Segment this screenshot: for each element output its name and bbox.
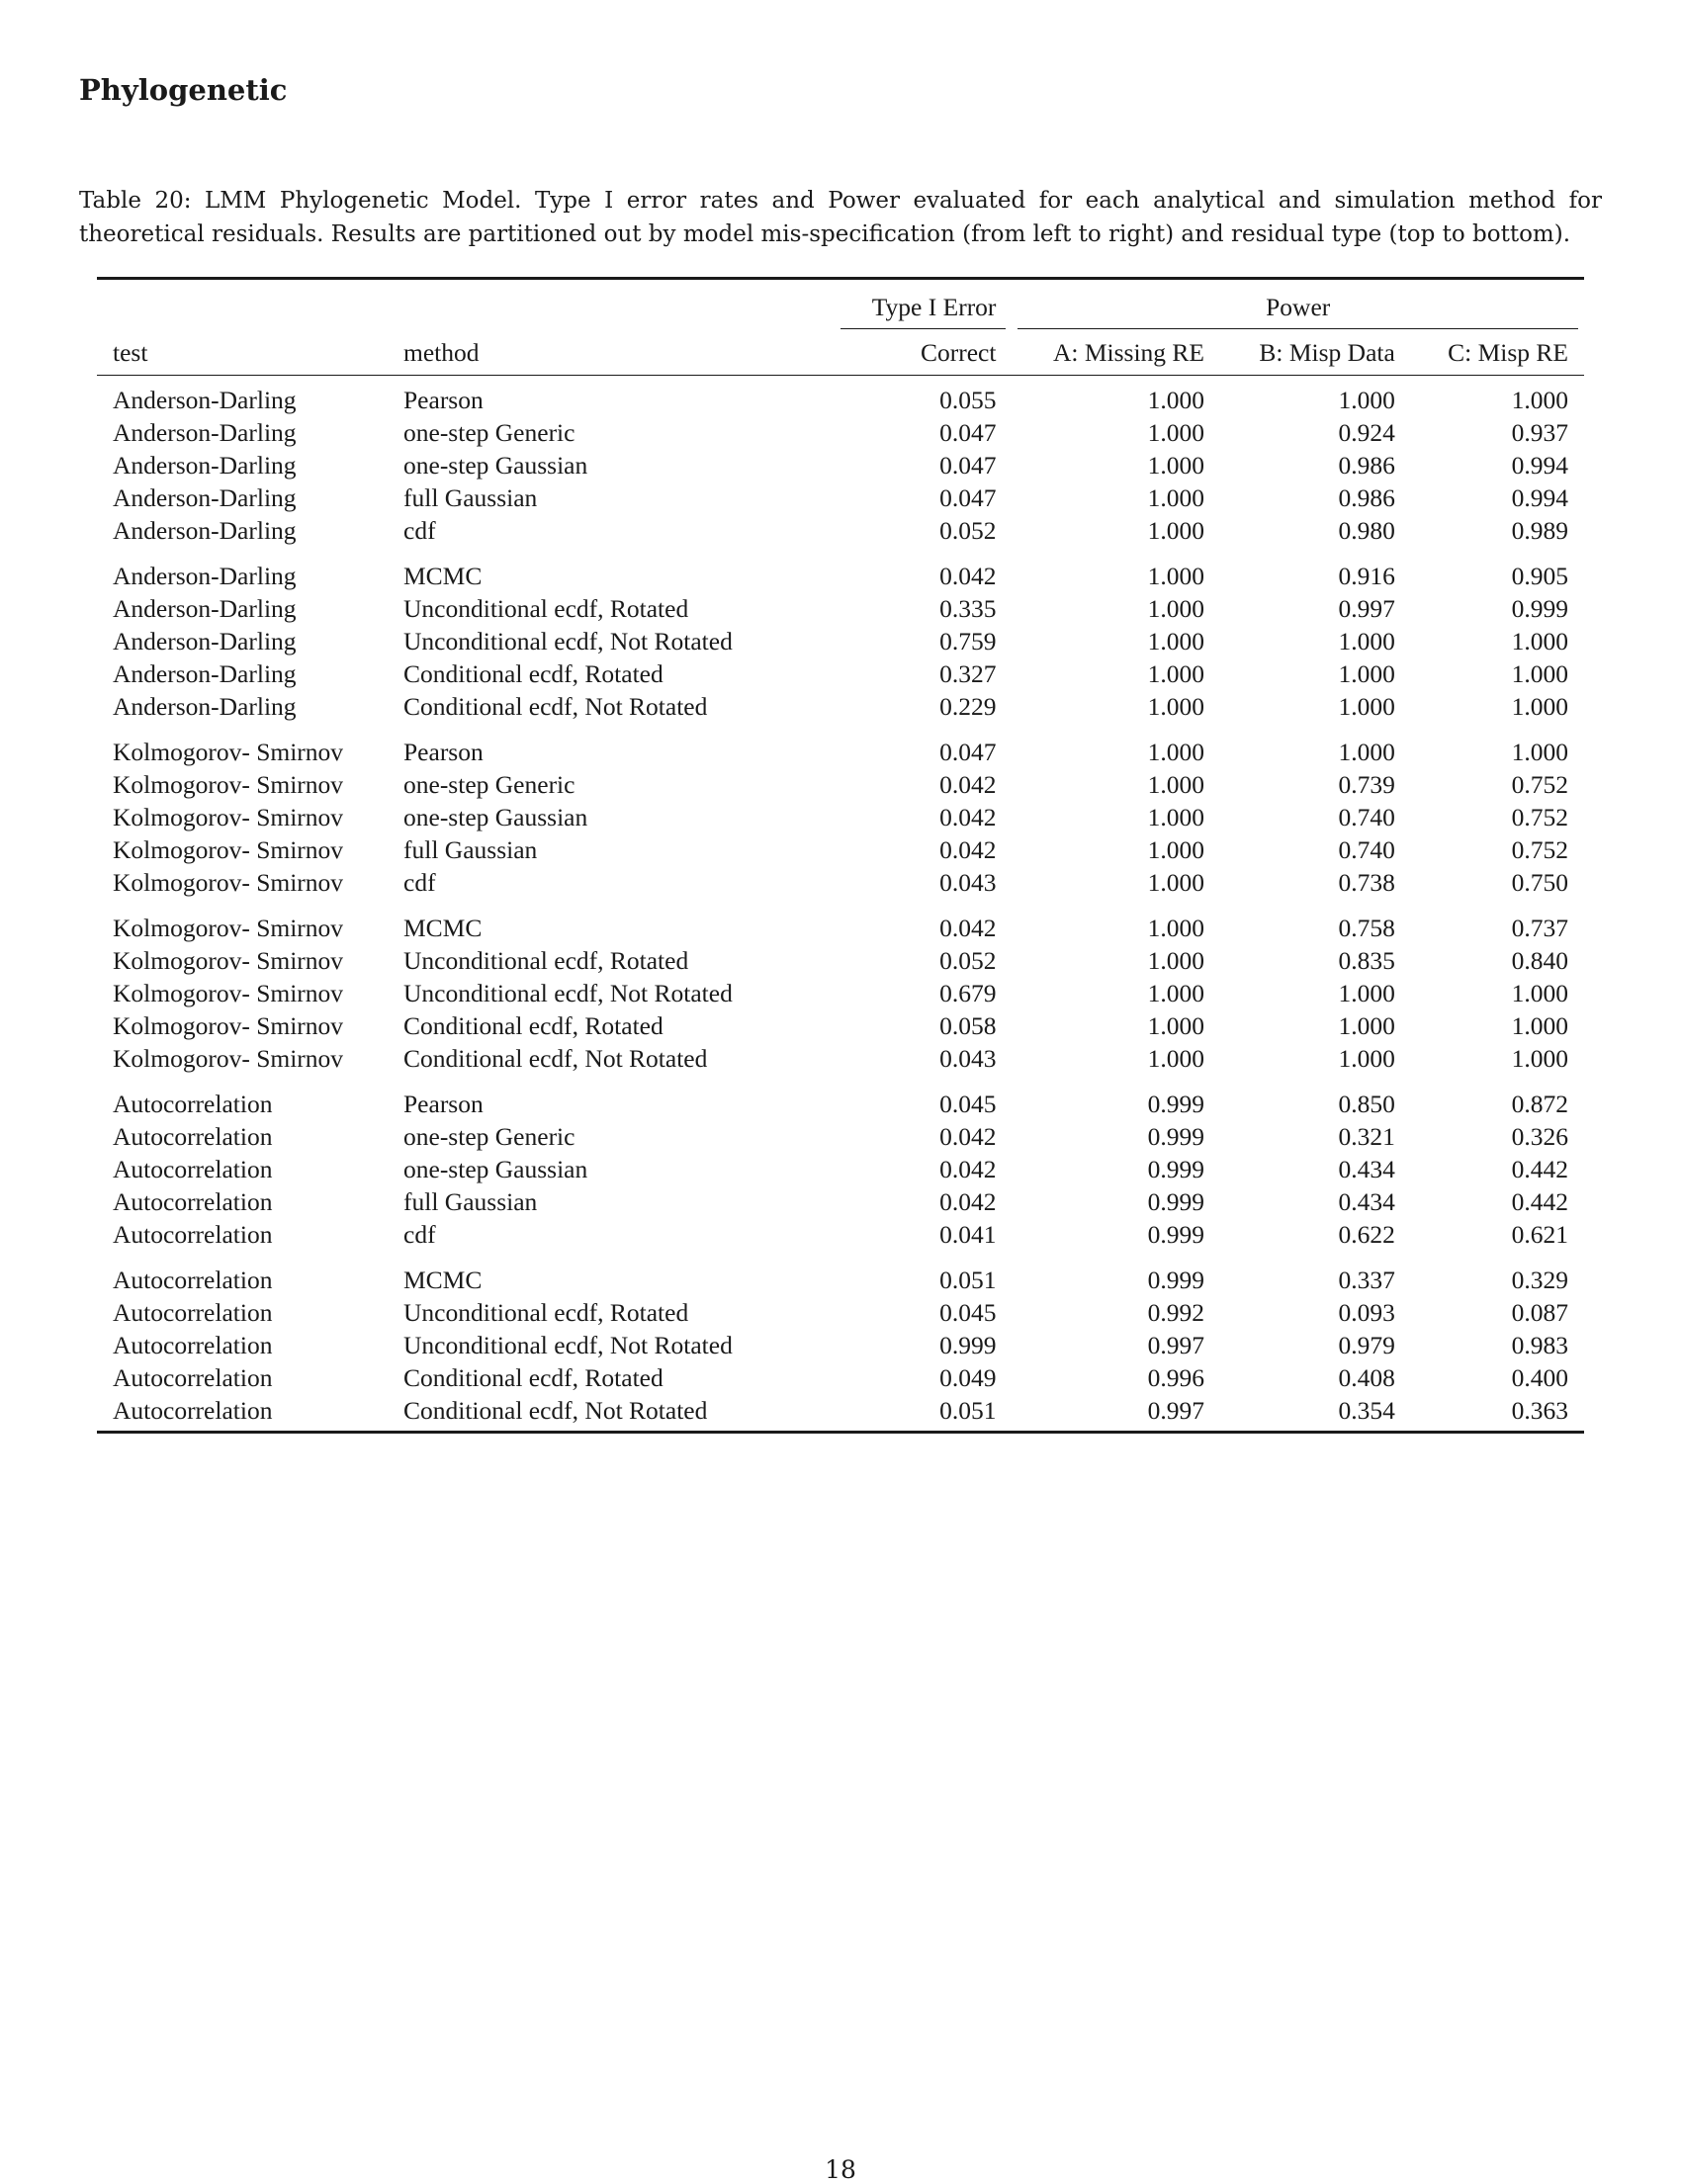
cell-test: Autocorrelation — [97, 1394, 388, 1433]
cell-misp-re: 0.752 — [1511, 803, 1568, 831]
cell-misp-data: 0.622 — [1338, 1220, 1395, 1249]
cell-method: full Gaussian — [403, 483, 538, 512]
table-row — [97, 944, 1584, 977]
cell-missing-re: 1.000 — [1147, 594, 1205, 623]
cell-method: Unconditional ecdf, Not Rotated — [403, 627, 733, 655]
table-row — [97, 1009, 1584, 1042]
table-row — [97, 801, 1584, 833]
cell-test: Autocorrelation — [113, 1266, 273, 1294]
cell-misp-data: 0.979 — [1338, 1331, 1395, 1359]
cell-correct: 0.999 — [939, 1331, 997, 1359]
cell-test: Autocorrelation — [113, 1155, 273, 1183]
col-header-missing-re: A: Missing RE — [1012, 329, 1220, 376]
table-row — [97, 1042, 1584, 1075]
cell-correct: 0.047 — [939, 738, 997, 766]
cell-missing-re: 1.000 — [1147, 692, 1205, 721]
cell-misp-data: 0.354 — [1220, 1394, 1411, 1433]
cell-test: Kolmogorov- Smirnov — [113, 1011, 344, 1040]
cell-correct: 0.042 — [939, 1155, 997, 1183]
cell-misp-data: 0.835 — [1338, 946, 1395, 975]
cell-correct: 0.047 — [939, 451, 997, 480]
cell-correct: 0.041 — [939, 1220, 997, 1249]
table-row — [97, 736, 1584, 768]
cell-method: full Gaussian — [403, 835, 538, 864]
cell-misp-re: 0.400 — [1511, 1363, 1568, 1392]
block-spacer — [97, 723, 1584, 736]
cell-method: Unconditional ecdf, Not Rotated — [403, 979, 733, 1007]
cell-method: MCMC — [403, 1266, 483, 1294]
table-row — [97, 1361, 1584, 1394]
cell-misp-re: 1.000 — [1511, 979, 1568, 1007]
cell-misp-re: 1.000 — [1511, 627, 1568, 655]
block-spacer — [97, 1251, 1584, 1264]
cell-misp-data: 0.434 — [1338, 1187, 1395, 1216]
cell-missing-re: 0.999 — [1147, 1187, 1205, 1216]
cell-misp-data: 1.000 — [1338, 1011, 1395, 1040]
cell-misp-re: 1.000 — [1511, 659, 1568, 688]
cell-method: Pearson — [403, 386, 484, 414]
cell-method: one-step Generic — [403, 418, 575, 447]
cell-correct: 0.049 — [939, 1363, 997, 1392]
cell-misp-re: 0.363 — [1411, 1394, 1584, 1433]
cell-test: Autocorrelation — [113, 1122, 273, 1151]
cell-test: Anderson-Darling — [113, 659, 297, 688]
cell-test: Anderson-Darling — [113, 451, 297, 480]
cell-method: cdf — [403, 1220, 436, 1249]
cell-method: one-step Gaussian — [403, 451, 588, 480]
cell-method: Conditional ecdf, Rotated — [403, 659, 664, 688]
cell-method: Conditional ecdf, Rotated — [403, 1363, 664, 1392]
cell-misp-re: 0.994 — [1511, 451, 1568, 480]
cell-correct: 0.042 — [939, 835, 997, 864]
cell-missing-re: 0.999 — [1147, 1090, 1205, 1118]
cell-test: Anderson-Darling — [113, 386, 297, 414]
cell-test: Autocorrelation — [113, 1090, 273, 1118]
cell-method: MCMC — [403, 914, 483, 942]
cell-missing-re: 1.000 — [1147, 659, 1205, 688]
cell-correct: 0.042 — [939, 803, 997, 831]
table-body — [97, 376, 1584, 1433]
cell-correct: 0.055 — [939, 386, 997, 414]
cell-misp-re: 0.905 — [1511, 562, 1568, 590]
table-row — [97, 416, 1584, 449]
cell-method: Conditional ecdf, Rotated — [403, 1011, 664, 1040]
table-row — [97, 592, 1584, 625]
cell-test: Kolmogorov- Smirnov — [113, 946, 344, 975]
cell-test: Kolmogorov- Smirnov — [113, 868, 344, 897]
cell-misp-re: 0.937 — [1511, 418, 1568, 447]
cell-misp-data: 0.980 — [1338, 516, 1395, 545]
table-caption: Table 20: LMM Phylogenetic Model. Type I error rates and Power evaluated for each analytical and simulation method for theoretical residuals. Results are partitioned out by model mis-specification (from left to right) and residual type (top to bottom). — [79, 188, 1602, 247]
col-header-misp-re: C: Misp RE — [1411, 329, 1584, 376]
cell-missing-re: 1.000 — [1147, 1011, 1205, 1040]
cell-test: Kolmogorov- Smirnov — [113, 979, 344, 1007]
cell-misp-re: 0.752 — [1511, 835, 1568, 864]
cell-misp-re: 0.329 — [1511, 1266, 1568, 1294]
col-header-correct: Correct — [835, 329, 1012, 376]
cell-method: cdf — [403, 868, 436, 897]
table-row — [97, 625, 1584, 657]
table-column-header-row — [97, 329, 1584, 376]
cell-misp-re: 1.000 — [1511, 692, 1568, 721]
table-row — [97, 866, 1584, 899]
table-row — [97, 1153, 1584, 1185]
cell-test: Anderson-Darling — [113, 692, 297, 721]
cell-method: full Gaussian — [403, 1187, 538, 1216]
table-row — [97, 1120, 1584, 1153]
cell-misp-data: 0.738 — [1338, 868, 1395, 897]
cell-test: Anderson-Darling — [113, 594, 297, 623]
cell-misp-re: 1.000 — [1511, 738, 1568, 766]
col-header-method: method — [388, 329, 835, 376]
cell-misp-re: 0.999 — [1511, 594, 1568, 623]
table-row — [97, 1218, 1584, 1251]
table-row — [97, 1296, 1584, 1329]
cell-misp-data: 0.740 — [1338, 835, 1395, 864]
cell-misp-data: 0.986 — [1338, 451, 1395, 480]
page-number: 18 — [825, 2155, 856, 2184]
cell-misp-data: 0.408 — [1338, 1363, 1395, 1392]
cell-misp-data: 1.000 — [1338, 659, 1395, 688]
cell-misp-re: 0.840 — [1511, 946, 1568, 975]
cell-missing-re: 1.000 — [1147, 418, 1205, 447]
cell-misp-re: 0.750 — [1511, 868, 1568, 897]
cell-correct: 0.042 — [939, 770, 997, 799]
cell-correct: 0.042 — [939, 1122, 997, 1151]
cell-correct: 0.045 — [939, 1090, 997, 1118]
cell-misp-data: 0.997 — [1338, 594, 1395, 623]
cell-test: Autocorrelation — [113, 1220, 273, 1249]
cell-missing-re: 1.000 — [1147, 1044, 1205, 1073]
cell-correct: 0.759 — [939, 627, 997, 655]
table-row — [97, 449, 1584, 481]
cell-correct: 0.043 — [939, 1044, 997, 1073]
cell-method: one-step Generic — [403, 1122, 575, 1151]
cell-missing-re: 0.999 — [1147, 1220, 1205, 1249]
cell-method: Conditional ecdf, Not Rotated — [403, 692, 708, 721]
cell-correct: 0.327 — [939, 659, 997, 688]
cell-method: Unconditional ecdf, Rotated — [403, 594, 689, 623]
cell-method: Unconditional ecdf, Rotated — [403, 946, 689, 975]
cell-missing-re: 1.000 — [1147, 868, 1205, 897]
cell-misp-re: 1.000 — [1511, 1044, 1568, 1073]
cell-misp-data: 1.000 — [1338, 627, 1395, 655]
cell-misp-re: 0.087 — [1511, 1298, 1568, 1327]
cell-misp-data: 1.000 — [1338, 738, 1395, 766]
table-row — [97, 376, 1584, 417]
cell-misp-data: 0.434 — [1338, 1155, 1395, 1183]
cell-test: Autocorrelation — [113, 1298, 273, 1327]
cell-correct: 0.045 — [939, 1298, 997, 1327]
cell-missing-re: 1.000 — [1147, 979, 1205, 1007]
cell-correct: 0.043 — [939, 868, 997, 897]
block-spacer-cell — [97, 1251, 1584, 1264]
cell-correct: 0.047 — [939, 483, 997, 512]
cell-test: Anderson-Darling — [113, 627, 297, 655]
col-header-test: test — [97, 329, 388, 376]
cell-misp-re: 0.326 — [1511, 1122, 1568, 1151]
cell-correct: 0.051 — [835, 1394, 1012, 1433]
cell-misp-data: 0.758 — [1338, 914, 1395, 942]
cell-method: MCMC — [403, 562, 483, 590]
block-spacer-cell — [97, 1075, 1584, 1088]
block-spacer — [97, 899, 1584, 912]
cell-test: Kolmogorov- Smirnov — [113, 738, 344, 766]
cell-test: Kolmogorov- Smirnov — [113, 914, 344, 942]
cell-correct: 0.058 — [939, 1011, 997, 1040]
cell-missing-re: 1.000 — [1147, 946, 1205, 975]
table-row — [97, 690, 1584, 723]
block-spacer-cell — [97, 547, 1584, 560]
block-spacer-cell — [97, 723, 1584, 736]
cell-misp-re: 1.000 — [1511, 1011, 1568, 1040]
cell-missing-re: 0.999 — [1147, 1266, 1205, 1294]
cell-method: cdf — [403, 516, 436, 545]
cell-missing-re: 1.000 — [1147, 770, 1205, 799]
cell-method: one-step Generic — [403, 770, 575, 799]
table-row — [97, 1394, 1584, 1433]
cell-missing-re: 1.000 — [1147, 803, 1205, 831]
cell-test: Anderson-Darling — [113, 483, 297, 512]
cell-method: Unconditional ecdf, Rotated — [403, 1298, 689, 1327]
cell-missing-re: 0.996 — [1147, 1363, 1205, 1392]
cell-missing-re: 0.999 — [1147, 1122, 1205, 1151]
cell-test: Anderson-Darling — [113, 418, 297, 447]
cell-test: Autocorrelation — [113, 1363, 273, 1392]
cell-misp-re: 0.989 — [1511, 516, 1568, 545]
block-spacer-cell — [97, 899, 1584, 912]
cell-misp-data: 0.986 — [1338, 483, 1395, 512]
cell-correct: 0.051 — [939, 1266, 997, 1294]
cell-method: one-step Gaussian — [403, 803, 588, 831]
cell-missing-re: 1.000 — [1147, 914, 1205, 942]
cell-missing-re: 1.000 — [1147, 627, 1205, 655]
section-title: Phylogenetic — [79, 73, 288, 107]
cell-misp-data: 0.924 — [1338, 418, 1395, 447]
cell-misp-data: 0.740 — [1338, 803, 1395, 831]
cell-misp-data: 0.093 — [1338, 1298, 1395, 1327]
cell-test: Kolmogorov- Smirnov — [113, 1044, 344, 1073]
cell-missing-re: 1.000 — [1147, 483, 1205, 512]
cell-method: Conditional ecdf, Not Rotated — [388, 1394, 835, 1433]
results-table — [97, 277, 1584, 1434]
cell-misp-re: 0.737 — [1511, 914, 1568, 942]
cell-test: Kolmogorov- Smirnov — [113, 835, 344, 864]
cell-misp-data: 1.000 — [1338, 386, 1395, 414]
cell-misp-re: 0.983 — [1511, 1331, 1568, 1359]
cell-missing-re: 0.997 — [1147, 1331, 1205, 1359]
table-row — [97, 833, 1584, 866]
cell-method: Conditional ecdf, Not Rotated — [403, 1044, 708, 1073]
cell-missing-re: 1.000 — [1147, 516, 1205, 545]
cell-correct: 0.047 — [939, 418, 997, 447]
cell-correct: 0.042 — [939, 1187, 997, 1216]
cell-test: Autocorrelation — [113, 1331, 273, 1359]
cell-test: Autocorrelation — [113, 1187, 273, 1216]
cell-misp-re: 0.442 — [1511, 1187, 1568, 1216]
table-row — [97, 1264, 1584, 1296]
cell-misp-data: 1.000 — [1338, 692, 1395, 721]
table-group-header-row — [97, 279, 1584, 330]
cell-method: Pearson — [403, 1090, 484, 1118]
cell-correct: 0.052 — [939, 516, 997, 545]
cell-misp-re: 0.872 — [1511, 1090, 1568, 1118]
group-header-type1: Type I Error — [835, 279, 1012, 330]
table-row — [97, 1185, 1584, 1218]
cell-missing-re: 1.000 — [1147, 835, 1205, 864]
table-row — [97, 514, 1584, 547]
block-spacer — [97, 1075, 1584, 1088]
table-row — [97, 768, 1584, 801]
cell-correct: 0.679 — [939, 979, 997, 1007]
table-row — [97, 977, 1584, 1009]
cell-missing-re: 1.000 — [1147, 386, 1205, 414]
cell-misp-re: 0.442 — [1511, 1155, 1568, 1183]
cell-missing-re: 0.997 — [1012, 1394, 1220, 1433]
table-row — [97, 657, 1584, 690]
table-row — [97, 481, 1584, 514]
block-spacer — [97, 547, 1584, 560]
cell-misp-data: 0.321 — [1338, 1122, 1395, 1151]
group-header-empty — [388, 279, 835, 330]
cell-method: Unconditional ecdf, Not Rotated — [403, 1331, 733, 1359]
cell-missing-re: 1.000 — [1147, 562, 1205, 590]
group-header-power: Power — [1012, 279, 1584, 330]
cell-test: Kolmogorov- Smirnov — [113, 770, 344, 799]
cell-misp-re: 0.752 — [1511, 770, 1568, 799]
cell-misp-re: 1.000 — [1511, 386, 1568, 414]
table-row — [97, 1088, 1584, 1120]
cell-misp-data: 1.000 — [1338, 979, 1395, 1007]
table-row — [97, 560, 1584, 592]
table-row — [97, 1329, 1584, 1361]
cell-correct: 0.042 — [939, 914, 997, 942]
cell-correct: 0.042 — [939, 562, 997, 590]
cell-test: Anderson-Darling — [113, 562, 297, 590]
cell-misp-re: 0.994 — [1511, 483, 1568, 512]
cell-missing-re: 1.000 — [1147, 738, 1205, 766]
cell-correct: 0.335 — [939, 594, 997, 623]
group-header-empty — [97, 279, 388, 330]
cell-misp-data: 1.000 — [1338, 1044, 1395, 1073]
cell-misp-data: 0.850 — [1338, 1090, 1395, 1118]
cell-missing-re: 0.999 — [1147, 1155, 1205, 1183]
cell-missing-re: 0.992 — [1147, 1298, 1205, 1327]
cell-test: Kolmogorov- Smirnov — [113, 803, 344, 831]
cell-method: one-step Gaussian — [403, 1155, 588, 1183]
cell-misp-data: 0.739 — [1338, 770, 1395, 799]
cell-misp-data: 0.916 — [1338, 562, 1395, 590]
table-row — [97, 912, 1584, 944]
cell-misp-re: 0.621 — [1511, 1220, 1568, 1249]
cell-misp-data: 0.337 — [1338, 1266, 1395, 1294]
cell-correct: 0.229 — [939, 692, 997, 721]
col-header-misp-data: B: Misp Data — [1220, 329, 1411, 376]
cell-correct: 0.052 — [939, 946, 997, 975]
cell-test: Anderson-Darling — [113, 516, 297, 545]
cell-method: Pearson — [403, 738, 484, 766]
cell-missing-re: 1.000 — [1147, 451, 1205, 480]
